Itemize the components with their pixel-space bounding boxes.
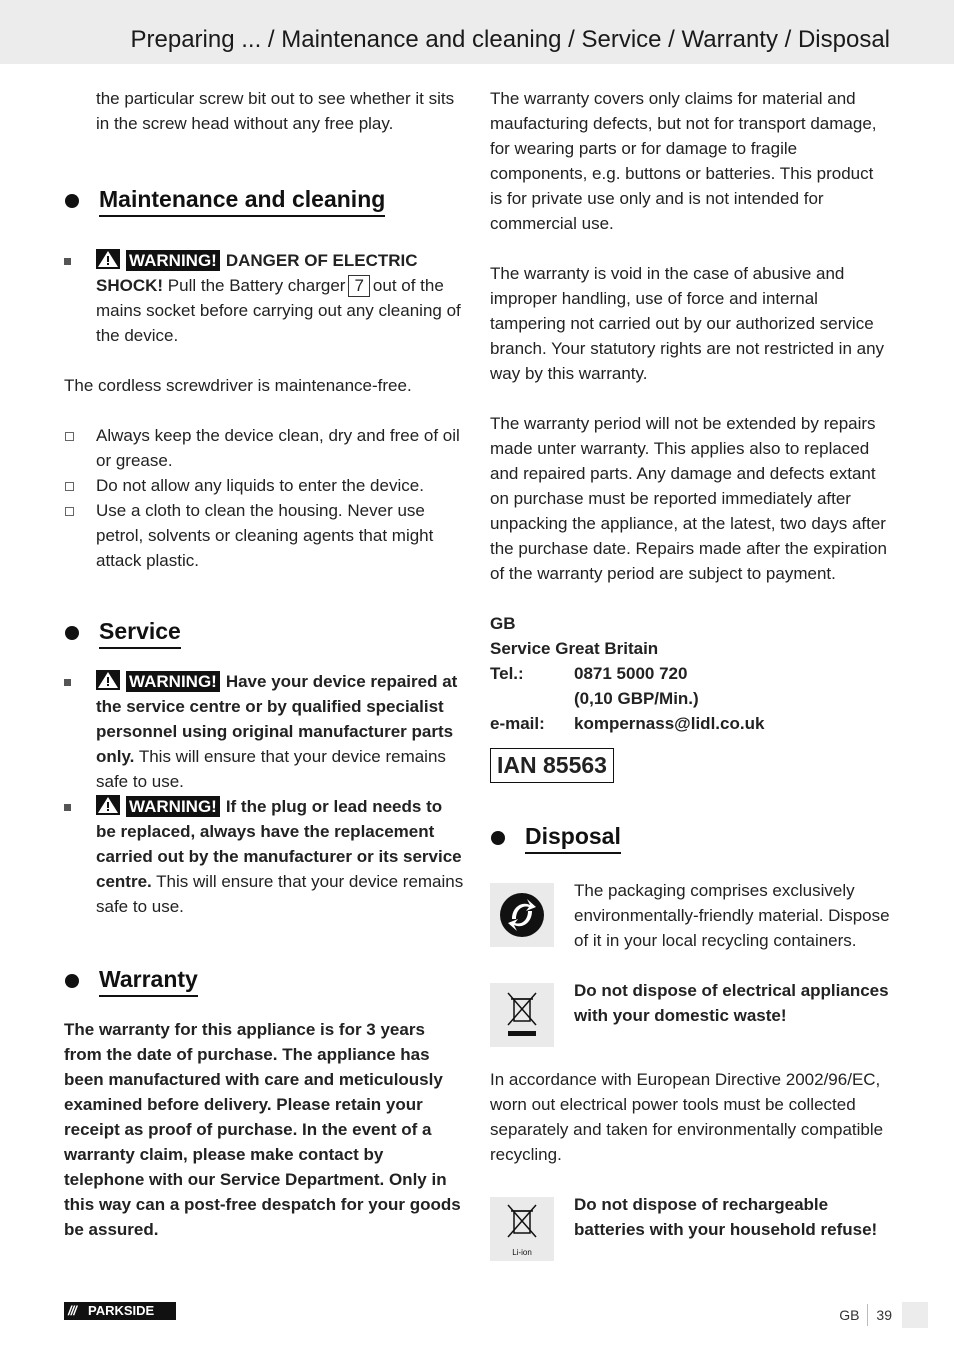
- page-number: 39: [876, 1307, 892, 1323]
- warning-label: WARNING!: [126, 671, 220, 692]
- parkside-logo: [64, 1302, 176, 1320]
- service-heading: [64, 616, 464, 649]
- service-warning-2: [64, 794, 464, 919]
- warranty-para-3: The warranty period will not be extended by repairs made unter warranty. This applies also to replaced and repaired parts. Any damage and defects extant on purchase must be reported immediately after unpacking the appliance, at the latest, two days after the purchase date. Repairs made after the expiration of the warranty period are subject to payment.: [490, 414, 887, 583]
- warning-text-a: Pull the Battery charger: [167, 276, 346, 295]
- square-bullet-icon: [64, 804, 71, 811]
- tel-label: Tel.:: [490, 664, 524, 683]
- packaging-text: The packaging comprises exclusively environmentally-friendly material. Dispose of it in your local recycling containers.: [574, 881, 890, 950]
- checkbox-bullet-icon: [65, 432, 74, 441]
- bullet-dot-icon: [65, 194, 79, 208]
- list-item-text: Always keep the device clean, dry and free of oil or grease.: [96, 426, 460, 470]
- recycling-icon: [490, 883, 554, 947]
- tel-rate: (0,10 GBP/Min.): [574, 689, 699, 708]
- footer-divider: [867, 1304, 868, 1326]
- footer-tab: [902, 1302, 928, 1328]
- checkbox-bullet-icon: [65, 482, 74, 491]
- disposal-heading: [490, 821, 890, 854]
- square-bullet-icon: [64, 258, 71, 265]
- square-bullet-icon: [64, 679, 71, 686]
- tel-number[interactable]: 0871 5000 720: [574, 664, 688, 683]
- battery-warning-text: Do not dispose of rechargeable batteries with your household refuse!: [574, 1195, 878, 1239]
- warning-text-b: out of the mains socket before carrying out any cleaning of the device.: [96, 276, 461, 345]
- warning-triangle-icon: [96, 249, 120, 269]
- logo-text: PARKSIDE: [88, 1303, 155, 1318]
- disposal-title: Disposal: [525, 821, 621, 854]
- contact-country: GB: [490, 614, 516, 633]
- maintenance-warning: [64, 248, 464, 348]
- bullet-dot-icon: [491, 831, 505, 845]
- email-link[interactable]: kompernass@lidl.co.uk: [574, 714, 765, 733]
- warranty-para-1: The warranty covers only claims for material and maufacturing defects, but not for transport damage, for wearing parts or for damage to fragile components, e.g. buttons or batteries. This product is for private use only and is not intended for commercial use.: [490, 89, 877, 233]
- warning-bold-text: DANGER OF ELECTRIC SHOCK!: [96, 251, 418, 295]
- list-item: [64, 423, 464, 473]
- warranty-para-2: The warranty is void in the case of abusive and improper handling, use of force and internal tampering not carried out by our authorized service branch. Your statutory rights are not restricted in any way by this warranty.: [490, 264, 885, 383]
- warning-label: WARNING!: [126, 250, 220, 271]
- warning-triangle-icon: [96, 670, 120, 690]
- weee-row: [490, 978, 890, 1042]
- page-footer: [839, 1302, 928, 1328]
- list-item-text: Do not allow any liquids to enter the device.: [96, 476, 424, 495]
- bullet-dot-icon: [65, 626, 79, 640]
- warning-bold-text: If the plug or lead needs to be replaced, always have the replacement carried out by the manufacturer or its service centre.: [96, 797, 462, 891]
- battery-row: [490, 1192, 890, 1256]
- warranty-text: The warranty for this appliance is for 3 years from the date of purchase. The appliance has been manufactured with care and meticulously examined before delivery. Please retain your receipt as proof of purchase. In the event of a warranty claim, please make contact by telephone with our Service Department. Only in this way can a post-free despatch for your goods be assured.: [64, 1020, 461, 1239]
- warning-text: This will ensure that your device remains safe to use.: [96, 747, 446, 791]
- email-label: e-mail:: [490, 714, 545, 733]
- warranty-title: Warranty: [99, 964, 198, 997]
- right-column: [490, 86, 890, 1256]
- directive-text: In accordance with European Directive 2002/96/EC, worn out electrical power tools must be collected separately and taken for environmentally compatible recycling.: [490, 1070, 884, 1164]
- footer-country: GB: [839, 1307, 860, 1323]
- battery-bin-icon: [490, 1197, 554, 1261]
- list-item: [64, 498, 464, 573]
- maintenance-heading: [64, 184, 464, 217]
- page-header: [0, 0, 954, 64]
- warning-bold-text: Have your device repaired at the service centre or by qualified specialist personnel using original manufacturer parts only.: [96, 672, 458, 766]
- maintenance-free-text: The cordless screwdriver is maintenance-free.: [64, 376, 412, 395]
- crossed-bin-icon: [490, 983, 554, 1047]
- ian-number: IAN 85563: [490, 748, 614, 783]
- list-item: [64, 473, 464, 498]
- part-reference: 7: [348, 275, 369, 297]
- contact-tel-row: [490, 661, 890, 686]
- service-contact: [490, 611, 890, 736]
- contact-service-name: Service Great Britain: [490, 639, 659, 658]
- contact-email-row: [490, 711, 890, 736]
- left-column: [64, 86, 464, 1242]
- packaging-row: [490, 878, 890, 953]
- list-item-text: Use a cloth to clean the housing. Never use petrol, solvents or cleaning agents that might attack plastic.: [96, 501, 434, 570]
- warning-triangle-icon: [96, 795, 120, 815]
- maintenance-list: [64, 423, 464, 573]
- bullet-dot-icon: [65, 974, 79, 988]
- logo-slashes: ///: [68, 1303, 76, 1318]
- li-ion-label: Li-ion: [512, 1248, 532, 1257]
- weee-warning-text: Do not dispose of electrical appliances with your domestic waste!: [574, 981, 889, 1025]
- page-title: Preparing ... / Maintenance and cleaning / Service / Warranty / Disposal: [130, 26, 890, 53]
- service-title: Service: [99, 616, 181, 649]
- intro-text: the particular screw bit out to see whether it sits in the screw head without any free play.: [96, 89, 455, 133]
- contact-rate-row: [490, 686, 890, 711]
- warning-label: WARNING!: [126, 796, 220, 817]
- warning-text: This will ensure that your device remains safe to use.: [96, 872, 464, 916]
- checkbox-bullet-icon: [65, 507, 74, 516]
- maintenance-title: Maintenance and cleaning: [99, 184, 385, 217]
- service-warning-1: [64, 669, 464, 794]
- warranty-heading: [64, 964, 464, 997]
